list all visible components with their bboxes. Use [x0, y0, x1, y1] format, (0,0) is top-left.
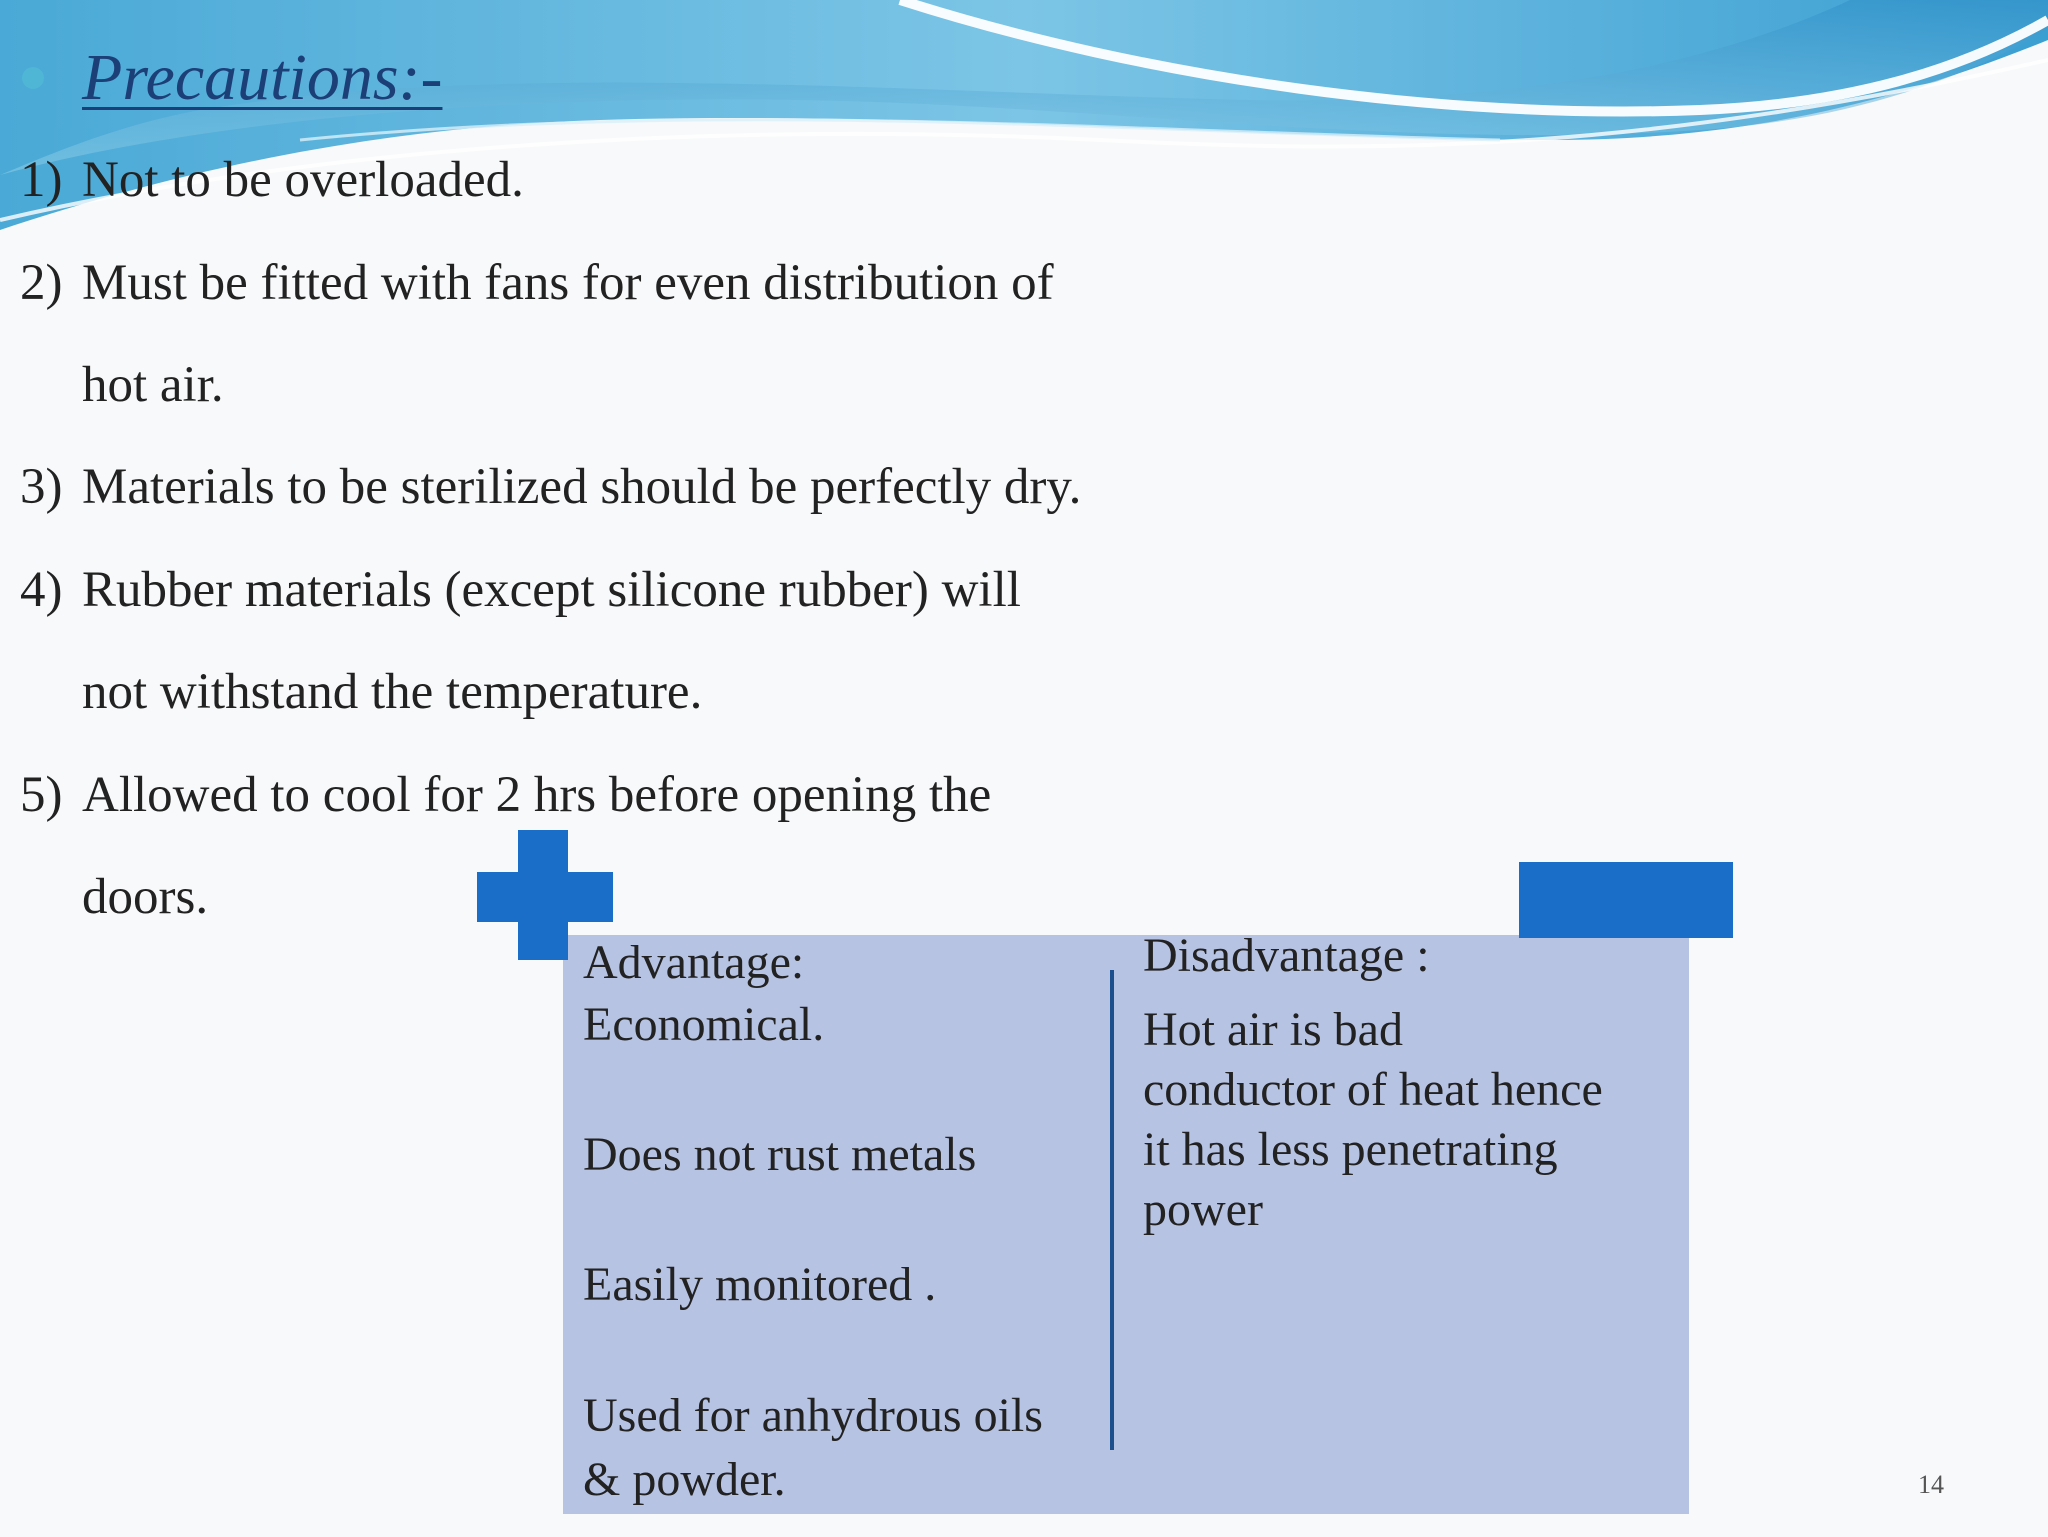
list-item-continuation — [20, 355, 224, 415]
column-divider — [1110, 970, 1114, 1450]
list-item-text: doors. — [82, 869, 209, 925]
slide-title: Precautions:- — [82, 41, 443, 114]
list-item — [20, 765, 991, 825]
advantage-item: Easily monitored . — [583, 1258, 937, 1311]
header-wave-decoration — [0, 0, 2048, 260]
disadvantages-column — [1143, 926, 1603, 1240]
list-item — [20, 150, 524, 210]
list-item — [20, 253, 1054, 313]
bullet-icon — [22, 67, 44, 89]
list-item-number: 3) — [20, 459, 63, 515]
list-item-number: 4) — [20, 562, 63, 618]
list-item-text: Rubber materials (except silicone rubber) will — [82, 562, 1021, 618]
list-item — [20, 560, 1021, 620]
advantages-heading: Advantage: — [583, 936, 805, 989]
list-item-text: Not to be overloaded. — [82, 152, 524, 208]
list-item-text: not withstand the temperature. — [82, 664, 703, 720]
list-item-number: 5) — [20, 767, 63, 823]
list-item-number: 2) — [20, 255, 63, 311]
title-row — [22, 40, 442, 116]
disadvantages-heading: Disadvantage : — [1143, 929, 1430, 982]
list-item-text: Materials to be sterilized should be perfectly dry. — [82, 459, 1082, 515]
list-item-continuation — [20, 867, 208, 927]
page-number: 14 — [1918, 1470, 1944, 1499]
list-item-text: Must be fitted with fans for even distribution of — [82, 255, 1054, 311]
advantage-item: Economical. — [583, 998, 825, 1051]
list-item-text: Allowed to cool for 2 hrs before opening the — [82, 767, 992, 823]
list-item-text: hot air. — [82, 357, 224, 413]
list-item-continuation — [20, 662, 702, 722]
advantage-item: Used for anhydrous oils & powder. — [583, 1389, 1043, 1506]
list-item-number: 1) — [20, 152, 63, 208]
list-item — [20, 457, 1081, 517]
disadvantage-text: Hot air is bad conductor of heat hence it has less penetrating power — [1143, 1003, 1603, 1236]
advantage-item: Does not rust metals — [583, 1128, 977, 1181]
advantages-column — [583, 932, 1083, 1512]
